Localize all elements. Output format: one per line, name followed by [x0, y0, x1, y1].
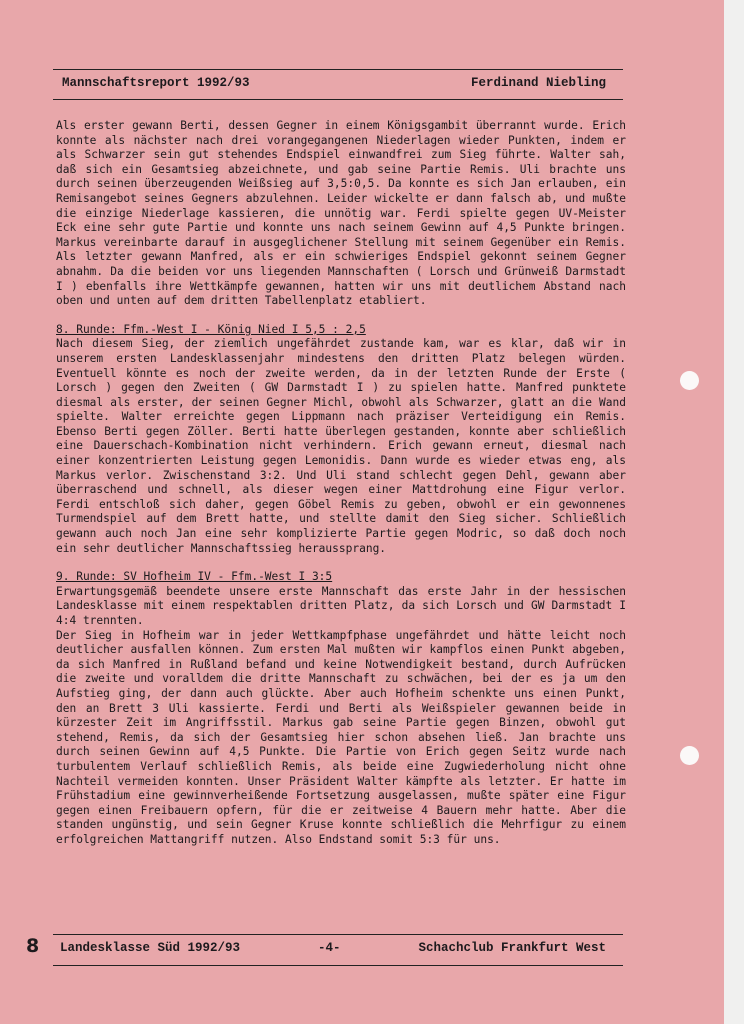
- footer-rule-bottom: [53, 965, 623, 966]
- page-header: [62, 76, 606, 90]
- round-9-paragraph-1: Erwartungsgemäß beendete unsere erste Mannschaft das erste Jahr in der hessischen Landesklasse mit einem respektablen dritten Platz, da sich Lorsch und GW Darmstadt I 4:4 trennten.: [56, 584, 626, 627]
- footer-club: Schachclub Frankfurt West: [418, 941, 606, 955]
- round-9-paragraph-2: Der Sieg in Hofheim war in jeder Wettkampfphase ungefährdet und hätte leicht noch deutlicher ausfallen können. Zum ersten Mal mußten wir kampflos einen Punkt abgeben, da sich Manfred in Rußland befand und keine Notwendigkeit bestand, durch Aufrücken die zweite und voralldem die dritte Mannschaft zu schwächen, bei der es ja um den Aufstieg ging, der dann auch glückte. Aber auch Hofheim schenkte uns einen Punkt, den an Brett 3 Uli kassierte. Ferdi und Berti als Weißspieler gewannen beide in kürzester Zeit im Angriffsstil. Markus gab seine Partie gegen Binzen, obwohl gut stehend, Remis, da sich der Gesamtsieg hier schon absehen ließ. Jan brachte uns durch seinen Gewinn auf 4,5 Punkte. Die Partie von Erich gegen Seitz wurde nach turbulentem Verlauf schließlich Remis, als beide eine Zugwiederholung nicht ohne Nachteil vermeiden konnten. Unser Präsident Walter kämpfte als letzter. Er hatte im Frühstadium eine gewinnverheißende Fortsetzung ausgelassen, mußte später eine Figur gegen einen Freibauern opfern, für die er zeitweise 4 Bauern mehr hatte. Aber die standen ungünstig, und sein Gegner Kruse konnte schließlich die Mehrfigur zu einem erfolgreichen Mattangriff nutzen. Also Endstand somit 5:3 für uns.: [56, 628, 626, 846]
- header-rule-top: [53, 69, 623, 70]
- punch-hole: [680, 371, 699, 390]
- page-number: 8: [26, 935, 40, 957]
- section-heading-round-8: 8. Runde: Ffm.-West I - König Nied I 5,5 : 2,5: [56, 322, 366, 336]
- footer-page-label: -4-: [317, 941, 341, 955]
- header-rule-bottom: [53, 99, 623, 100]
- section-heading-round-9: 9. Runde: SV Hofheim IV - Ffm.-West I 3:5: [56, 570, 333, 584]
- round-8-paragraph: Nach diesem Sieg, der ziemlich ungefährdet zustande kam, war es klar, daß wir in unserem ersten Landesklassenjahr mindestens den dritten Platz belegen würden. Eventuell könnte es noch der zweite werden, da in der letzten Runde der Erste ( Lorsch ) gegen den Zweiten ( GW Darmstadt I ) zu spielen hatte. Manfred punktete diesmal als erster, der seinen Gegner Michl, obwohl als Schwarzer, glatt an die Wand spielte. Walter erreichte gegen Lippmann nach präziser Verteidigung ein Remis. Ebenso Berti gegen Zöller. Berti hatte überlegen gestanden, konnte aber schließlich eine Dauerschach-Kombination nicht verhindern. Erich gewann erneut, diesmal nach einer konzentrierten Leistung gegen Lemonidis. Dann wurde es wieder etwas eng, als Markus verlor. Zwischenstand 3:2. Und Uli stand schlecht gegen Dehl, gewann aber überraschend und schnell, als dieser wegen einer Mattdrohung eine Figur verlor. Ferdi entschloß sich daher, gegen Göbel Remis zu geben, obwohl er ein gewonnenes Turmendspiel auf dem Brett hatte, und stellte damit den Sieg sicher. Schließlich gewann auch noch Jan eine sehr komplizierte Partie gegen Modric, so daß doch noch ein sehr deutlicher Mannschaftssieg heraussprang.: [56, 337, 626, 555]
- header-title: Mannschaftsreport 1992/93: [62, 76, 250, 90]
- punch-hole: [680, 746, 699, 765]
- footer-rule-top: [53, 934, 623, 935]
- intro-paragraph: Als erster gewann Berti, dessen Gegner in einem Königsgambit überrannt wurde. Erich konnte als nächster nach drei vorangegangenen Niederlagen wieder Punkten, indem er als Schwarzer sein gut stehendes Endspiel einwandfrei zum Sieg führte. Walter sah, daß sich ein Gesamtsieg abzeichnete, und gab seine Partie Remis. Uli brachte uns durch seinen überzeugenden Weißsieg auf 3,5:0,5. Da konnte es sich Jan erlauben, ein Remisangebot seines Gegners abzulehnen. Leider wickelte er dann falsch ab, und mußte die einzige Niederlage kassieren, die unnötig war. Ferdi spielte gegen UV-Meister Eck eine sehr gute Partie und konnte uns nach seinem Gewinn auf 4,5 Punkte bringen. Markus vereinbarte darauf in ausgeglichener Stellung mit seinem Gegenüber ein Remis. Als letzter gewann Manfred, als er ein schwieriges Endspiel gekonnt seinem Gegner abnahm. Da die beiden vor uns liegenden Mannschaften ( Lorsch und Grünweiß Darmstadt I ) ebenfalls ihre Wettkämpfe gewannen, hatten wir uns mit deutlichem Abstand nach oben und unten auf dem dritten Tabellenplatz etabliert.: [56, 119, 626, 308]
- header-author: Ferdinand Niebling: [470, 76, 606, 90]
- article-body: [56, 119, 626, 848]
- page-footer: [60, 941, 606, 955]
- footer-league: Landesklasse Süd 1992/93: [60, 941, 241, 955]
- paper-edge: [724, 0, 744, 1024]
